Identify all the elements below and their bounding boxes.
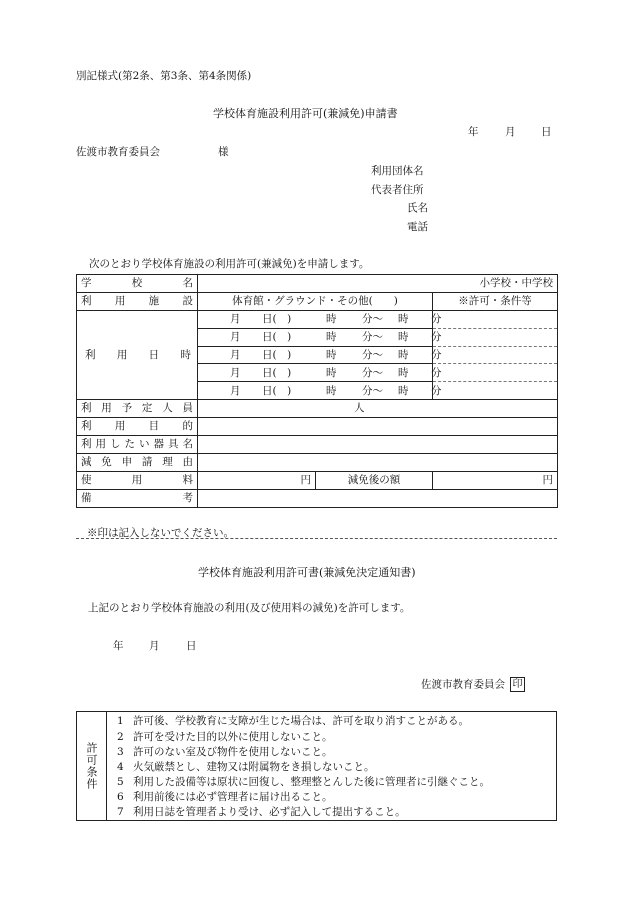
permit-date-year: 年 — [113, 640, 124, 652]
row-school — [77, 275, 558, 293]
permit-cell[interactable] — [433, 382, 558, 400]
addressee: 佐渡市教育委員会 — [76, 146, 160, 158]
permit-date-day: 日 — [186, 640, 197, 652]
people-unit: 人 — [354, 402, 365, 415]
people-value[interactable] — [198, 400, 558, 418]
time-slot[interactable]: 月 日( ) 時 分〜 時 分 — [198, 346, 433, 364]
date-day: 日 — [541, 126, 552, 138]
reduced-unit: 円 — [542, 473, 553, 486]
form-reference: 別記様式(第2条、第3条、第4条関係) — [76, 70, 252, 82]
conditions-list — [107, 712, 556, 820]
school-value[interactable]: 小学校・中学校 — [198, 275, 558, 293]
condition-item: 5 利用した設備等は原状に回復し、整理整とんした後に管理者に引継ぐこと。 — [117, 776, 490, 789]
time-slot[interactable]: 月 日( ) 時 分〜 時 分 — [198, 328, 433, 346]
fee-value[interactable] — [198, 471, 316, 489]
date-year: 年 — [468, 126, 479, 138]
issuer-name: 佐渡市教育委員会 — [421, 678, 505, 691]
condition-item: 4 火気厳禁とし、建物又は附属物をき損しないこと。 — [117, 760, 375, 773]
row-purpose — [77, 418, 558, 436]
application-table — [76, 274, 558, 508]
remarks-value[interactable] — [198, 489, 558, 507]
time-slot[interactable]: 月 日( ) 時 分〜 時 分 — [198, 382, 433, 400]
permit-text: 上記のとおり学校体育施設の利用(及び使用料の減免)を許可します。 — [88, 602, 411, 614]
form-title: 学校体育施設利用許可(兼減免)申請書 — [213, 107, 398, 120]
permit-date-month: 月 — [149, 640, 160, 652]
conditions-heading-cell — [77, 712, 107, 820]
row-datetime-1 — [77, 310, 558, 328]
facility-value[interactable]: 体育館・グラウンド・その他( ) — [198, 292, 433, 310]
conditions-heading: 許可条件 — [85, 742, 98, 790]
remarks-label: 備考 — [77, 489, 198, 507]
reason-value[interactable] — [198, 453, 558, 471]
permit-cell[interactable] — [433, 310, 558, 328]
cut-line — [76, 538, 557, 539]
row-facility — [77, 292, 558, 310]
fee-unit: 円 — [300, 473, 311, 486]
permit-cell[interactable] — [433, 346, 558, 364]
intro-text: 次のとおり学校体育施設の利用許可(兼減免)を申請します。 — [89, 258, 370, 270]
row-people — [77, 400, 558, 418]
equipment-value[interactable] — [198, 436, 558, 454]
datetime-label: 利用日時 — [77, 310, 198, 399]
reason-label: 減免申請理由 — [77, 453, 198, 471]
purpose-value[interactable] — [198, 418, 558, 436]
phone-label: 電話 — [407, 221, 428, 233]
reduced-value[interactable] — [433, 471, 558, 489]
time-slot[interactable]: 月 日( ) 時 分〜 時 分 — [198, 364, 433, 382]
permit-conditions — [76, 711, 557, 821]
condition-item: 3 許可のない室及び物件を使用しないこと。 — [117, 745, 333, 758]
equipment-label: 利用したい器具名 — [77, 436, 198, 454]
purpose-label: 利用目的 — [77, 418, 198, 436]
official-seal: 印 — [510, 677, 525, 692]
row-fee — [77, 471, 558, 489]
school-label: 学校名 — [77, 275, 198, 293]
time-slot[interactable]: 月 日( ) 時 分〜 時 分 — [198, 310, 433, 328]
condition-item: 6 利用前後には必ず管理者に届け出ること。 — [117, 791, 333, 804]
name-label: 氏名 — [407, 202, 428, 214]
applicant-org-label: 利用団体名 — [371, 165, 424, 177]
condition-item: 2 許可を受けた目的以外に使用しないこと。 — [117, 730, 333, 743]
row-reason — [77, 453, 558, 471]
row-remarks — [77, 489, 558, 507]
permit-cell[interactable] — [433, 328, 558, 346]
rep-address-label: 代表者住所 — [371, 184, 424, 196]
reduced-label: 減免後の額 — [316, 471, 433, 489]
permit-cell[interactable] — [433, 364, 558, 382]
people-label: 利用予定人員 — [77, 400, 198, 418]
condition-item: 7 利用日誌を管理者より受け、必ず記入して提出すること。 — [117, 806, 406, 819]
row-equipment — [77, 436, 558, 454]
permit-title: 学校体育施設利用許可書(兼減免決定通知書) — [198, 566, 416, 579]
fee-label: 使用料 — [77, 471, 198, 489]
facility-label: 利用施設 — [77, 292, 198, 310]
date-month: 月 — [505, 126, 516, 138]
office-use-note: ※印は記入しないでください。 — [87, 527, 234, 539]
permit-note: ※許可・条件等 — [433, 292, 558, 310]
condition-item: 1 許可後、学校教育に支障が生じた場合は、許可を取り消すことがある。 — [117, 715, 469, 728]
honorific: 様 — [218, 146, 229, 158]
permit-issuer — [421, 677, 525, 692]
